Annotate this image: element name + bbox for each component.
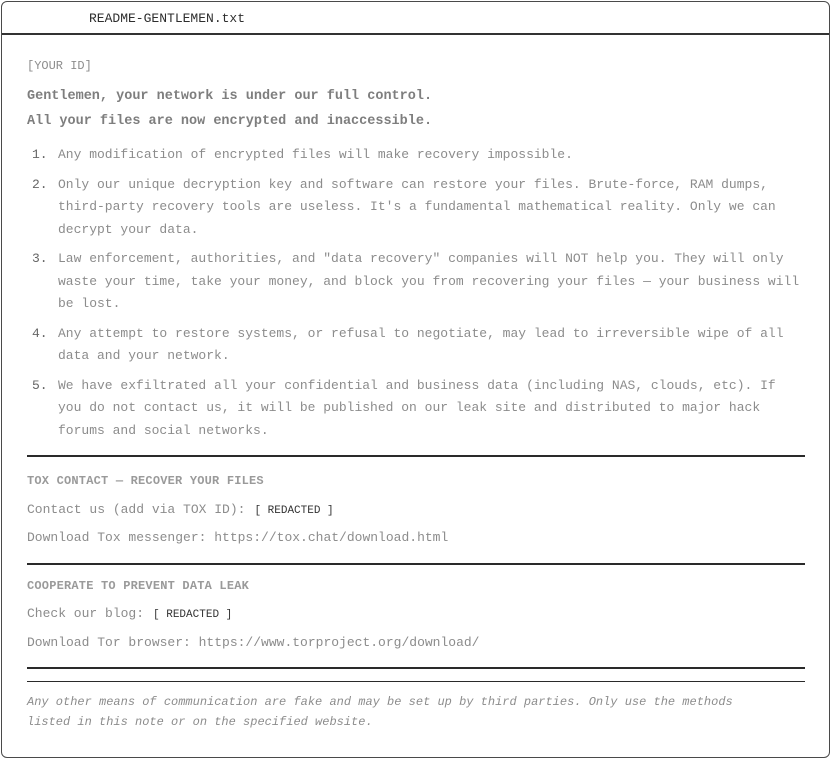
note-window [1,1,830,758]
tox-contact-label: Contact us (add via TOX ID): [27,502,246,517]
tox-id-redacted: [ REDACTED ] [254,505,334,517]
list-item-number: 5. [32,377,48,393]
list-item [27,174,805,242]
blog-redacted: [ REDACTED ] [153,609,233,621]
headline-line-2: All your files are now encrypted and inaccessible. [27,114,433,129]
tox-section-heading: TOX CONTACT — RECOVER YOUR FILES [27,474,264,488]
footer-line-2: listed in this note or on the specified website. [27,715,373,729]
victim-id-placeholder: [YOUR ID] [27,59,92,73]
tox-download-line: Download Tox messenger: https://tox.chat/download.html [27,530,449,545]
list-item-number: 3. [32,251,48,266]
section-divider [27,563,805,565]
section-divider [27,667,805,669]
list-item-number: 1. [32,147,48,162]
list-item-text: Any modification of encrypted files will make recovery impossible. [58,147,573,162]
section-divider [27,681,805,682]
footer-line-1: Any other means of communication are fake and may be set up by third parties. Only use the methods [27,695,733,709]
tor-download-line: Download Tor browser: https://www.torproject.org/download/ [27,635,480,650]
list-item [27,248,805,316]
cooperate-section-heading: COOPERATE TO PREVENT DATA LEAK [27,579,250,593]
blog-line [27,606,805,623]
list-item [27,323,805,368]
list-item-text: Any attempt to restore systems, or refusal to negotiate, may lead to irreversible wipe of all data and your network. [58,325,784,363]
list-item-number: 4. [32,325,48,341]
blog-label: Check our blog: [27,606,145,621]
list-item-text: We have exfiltrated all your confidential and business data (including NAS, clouds, etc). If you do not contact us, it will be published on our leak site and distributed to major hack forums and social networks. [58,377,776,438]
note-body [2,58,829,732]
tox-contact-line [27,502,805,519]
section-divider [27,455,805,457]
rules-list [27,144,805,442]
headline-line-1: Gentlemen, your network is under our full control. [27,89,433,104]
headline [27,84,805,134]
title-bar [2,2,829,35]
footer-warning [27,692,805,732]
list-item [27,375,805,443]
list-item-text: Only our unique decryption key and software can restore your files. Brute-force, RAM dumps, third-party recovery tools are useless. It's a fundamental mathematical reality. Only we can decrypt your data. [58,176,776,237]
window-title: README-GENTLEMEN.txt [89,11,246,26]
list-item-number: 2. [32,176,48,192]
list-item-text: Law enforcement, authorities, and "data recovery" companies will NOT help you. They will only waste your time, take your money, and block you from recovering your files — your business will be lost. [58,251,800,311]
list-item [27,144,805,167]
